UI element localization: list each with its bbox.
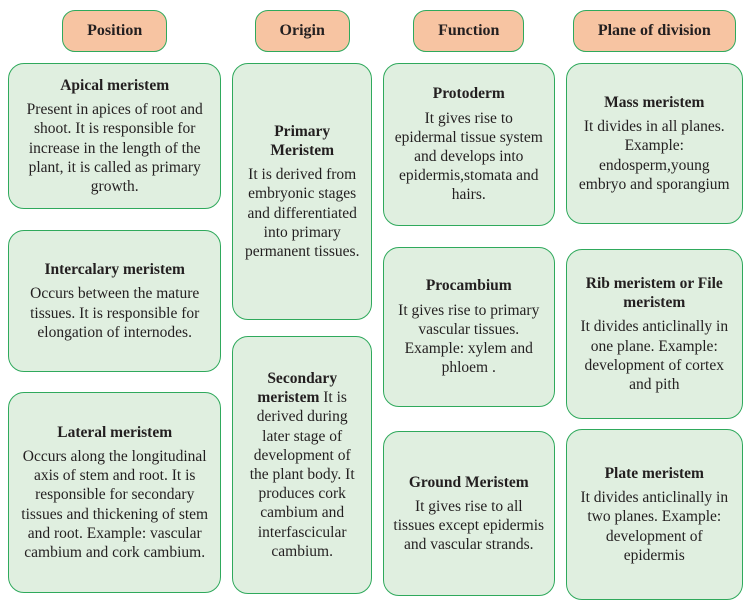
card-body [242,369,362,561]
card-title: Rib meristem or File meristem [585,274,723,312]
primary-meristem-card [232,63,372,320]
card-title: Intercalary meristem [44,261,185,279]
column-function [383,10,555,601]
column-header-function: Function [413,10,524,52]
card-title: Procambium [425,277,512,295]
card-title: Lateral meristem [57,423,173,441]
card-title: Plate meristem [604,464,704,482]
card-body: It divides anticlinally in two planes. Example: development of epidermis [580,489,729,564]
card-body: It gives rise to primary vascular tissues. Example: xylem and phloem . [398,301,540,377]
lateral-meristem-card [8,392,221,593]
card-body: It divides anticlinally in one plane. Example: development of cortex and pith [580,318,729,393]
apical-meristem-card [8,63,221,209]
secondary-meristem-card [232,336,372,594]
card-title: Protoderm [432,85,505,103]
card-body: It gives rise to all tissues except epidermis and vascular strands. [393,497,545,554]
card-body: It is derived from embryonic stages and differentiated into primary permanent tissues. [244,166,360,261]
card-title: Ground Meristem [408,473,529,491]
protoderm-card [383,63,555,226]
column-plane-of-division [566,10,744,601]
card-title-inline: Secondary meristem [257,369,338,407]
card-title: Apical meristem [60,76,170,94]
card-title: Primary Meristem [270,122,335,159]
column-header-position: Position [62,10,167,52]
card-body: It divides in all planes. Example: endosperm,young embryo and sporangium [578,118,730,193]
card-body: Occurs between the mature tissues. It is responsible for elongation of internodes. [30,285,200,341]
card-title: Mass meristem [604,93,705,111]
column-position [8,10,221,601]
column-origin [232,10,372,601]
card-body-text: It is derived during later stage of development of the plant body. It produces cork cambium and interfascicular cambium. [249,389,355,560]
column-header-origin: Origin [255,10,350,52]
procambium-card [383,247,555,407]
rib-file-meristem-card [566,249,744,419]
mass-meristem-card [566,63,744,224]
ground-meristem-card [383,431,555,596]
intercalary-meristem-card [8,230,221,372]
column-header-plane-of-division: Plane of division [573,10,736,52]
plate-meristem-card [566,429,744,600]
card-body: Present in apices of root and shoot. It is responsible for increase in the length of the plant, it is called as primary growth. [26,101,203,195]
card-body: Occurs along the longitudinal axis of stem and root. It is responsible for secondary tissues and thickening of stem and root. Example: vascular cambium and cork cambium. [21,447,209,562]
card-body: It gives rise to epidermal tissue system and develops into epidermis,stomata and hairs. [394,109,543,204]
